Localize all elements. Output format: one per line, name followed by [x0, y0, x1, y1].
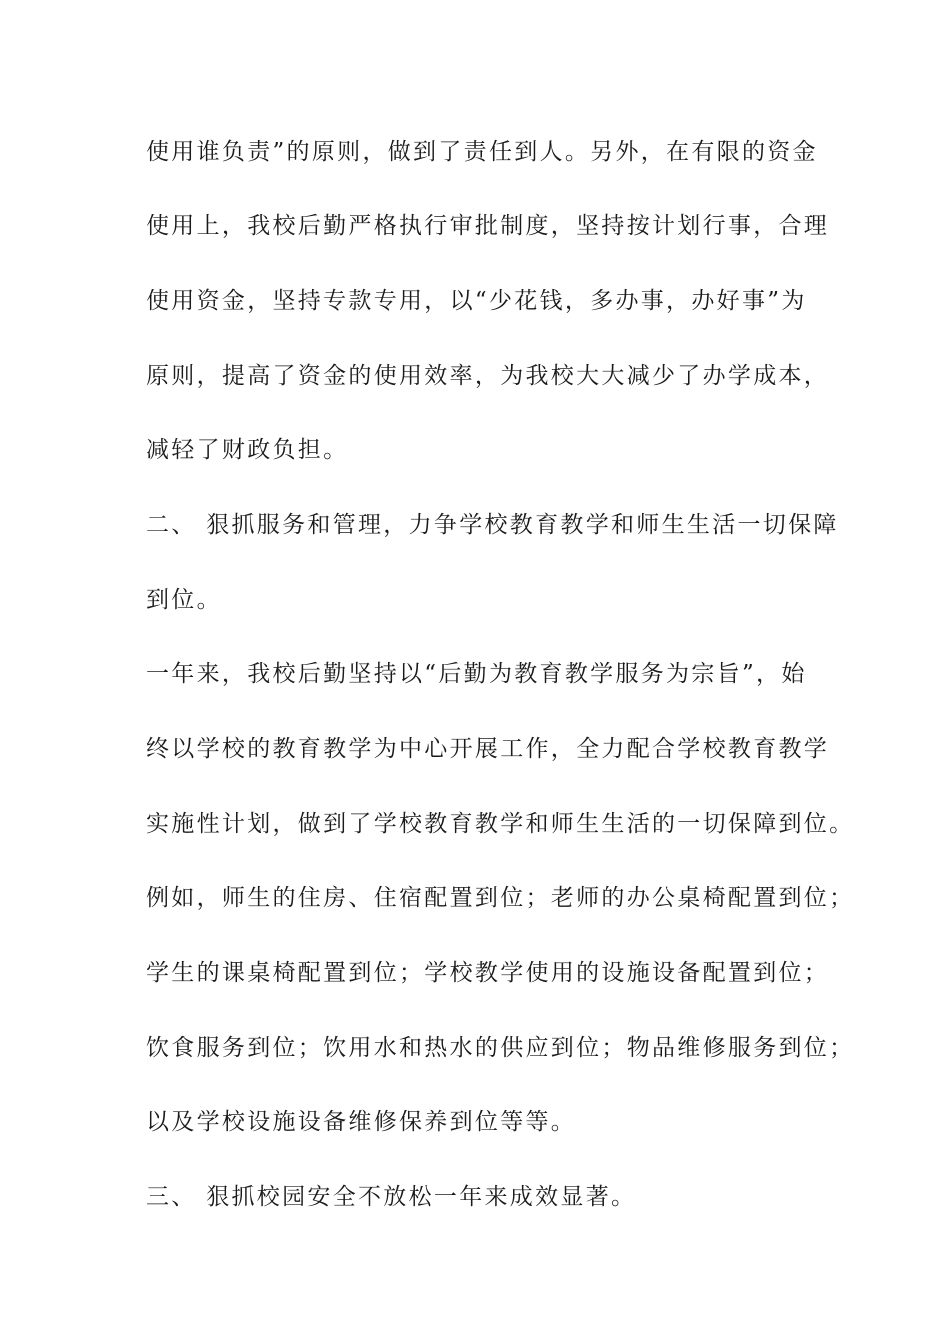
text-line: 到位。 — [146, 587, 222, 613]
text-line: 原则，提高了资金的使用效率，为我校大大减少了办学成本， — [146, 363, 830, 389]
text-line: 一年来，我校后勤坚持以“后勤为教育教学服务为宗旨”，始 — [146, 661, 807, 687]
text-line: 减轻了财政负担。 — [146, 437, 349, 463]
text-line: 例如，师生的住房、住宿配置到位；老师的办公桌椅配置到位； — [146, 885, 855, 911]
section-heading-3: 三、 狠抓校园安全不放松一年来成效显著。 — [146, 1184, 637, 1210]
text-line: 学生的课桌椅配置到位；学校教学使用的设施设备配置到位； — [146, 960, 830, 986]
text-line: 使用谁负责”的原则，做到了责任到人。另外，在有限的资金 — [146, 139, 818, 165]
text-line: 实施性计划，做到了学校教育教学和师生生活的一切保障到位。 — [146, 811, 855, 837]
text-line: 使用资金，坚持专款专用，以“少花钱，多办事，办好事”为 — [146, 288, 807, 314]
text-line: 以及学校设施设备维修保养到位等等。 — [146, 1109, 577, 1135]
text-line: 终以学校的教育教学为中心开展工作，全力配合学校教育教学 — [146, 736, 830, 762]
section-heading-2: 二、 狠抓服务和管理，力争学校教育教学和师生生活一切保障 — [146, 512, 839, 538]
text-line: 使用上，我校后勤严格执行审批制度，坚持按计划行事，合理 — [146, 213, 830, 239]
text-line: 饮食服务到位；饮用水和热水的供应到位；物品维修服务到位； — [146, 1035, 855, 1061]
